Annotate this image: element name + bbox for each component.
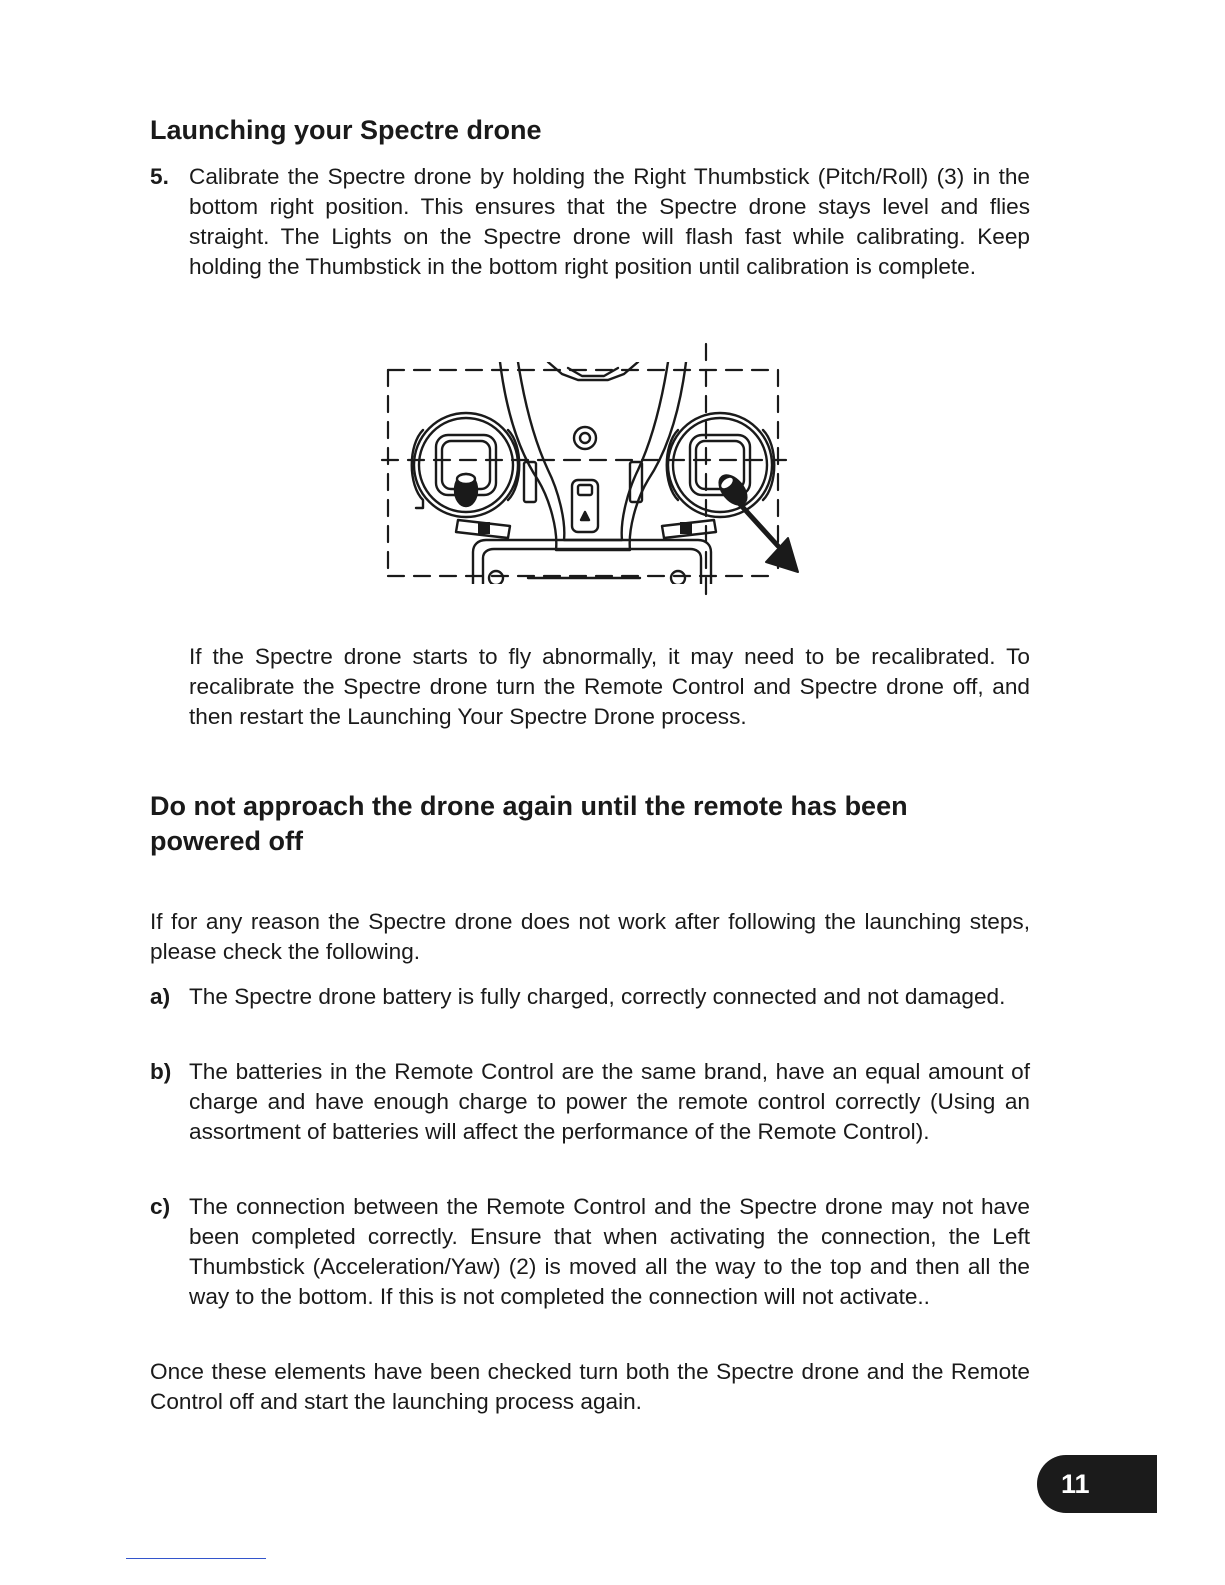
recalibrate-paragraph: If the Spectre drone starts to fly abnormally, it may need to be recalibrated. To recalibrate the Spectre drone turn the Remote Control and Spectre drone off, and then restart the Launching Your Spectre Drone process. (189, 644, 1030, 729)
center-dial-icon (574, 427, 596, 449)
step-5 (150, 162, 1030, 282)
troubleshoot-intro: If for any reason the Spectre drone does not work after following the launching steps, please check the following. (150, 909, 1030, 964)
check-marker-b: b) (150, 1059, 172, 1084)
section-heading-launching: Launching your Spectre drone (150, 115, 542, 145)
bottom-right-arrow-icon (738, 502, 798, 572)
center-switch-icon (572, 480, 598, 532)
check-marker-a: a) (150, 984, 171, 1009)
check-item-c (150, 1192, 1030, 1312)
left-thumbstick-icon (412, 413, 520, 517)
right-trim-slider-icon (662, 520, 716, 538)
check-text-c: The connection between the Remote Control and the Spectre drone may not have been completed correctly. Ensure that when activating the connection, the Left Thumbstick (Acceleration/Yaw) (2) is moved all the way to the top and then all the way to the bottom. If this is not completed the connection will not activate.. (189, 1194, 1030, 1309)
check-text-a: The Spectre drone battery is fully charged, correctly connected and not damaged. (189, 984, 1006, 1009)
closing-paragraph: Once these elements have been checked turn both the Spectre drone and the Remote Control off and start the launching process again. (150, 1359, 1030, 1414)
step-5-text: Calibrate the Spectre drone by holding the Right Thumbstick (Pitch/Roll) (3) in the bottom right position. This ensures that the Spectre drone stays level and flies straight. The Lights on the Spectre drone will flash fast while calibrating. Keep holding the Thumbstick in the bottom right position until calibration is complete. (189, 164, 1030, 279)
right-thumbstick-icon (667, 413, 775, 517)
remote-control-calibration-illustration (378, 340, 808, 598)
section-heading-warning: Do not approach the drone again until the remote has been powered off (150, 791, 908, 856)
check-marker-c: c) (150, 1194, 171, 1219)
step-marker: 5. (150, 164, 169, 189)
check-text-b: The batteries in the Remote Control are the same brand, have an equal amount of charge and have enough charge to power the remote control correctly (Using an assortment of batteries will affect the performance of the Remote Control). (189, 1059, 1030, 1144)
footer-link-line (126, 1558, 266, 1559)
check-item-a (150, 982, 1030, 1012)
remote-body-outline (500, 362, 686, 550)
page-number-tab: 11 (1037, 1455, 1157, 1513)
check-item-b (150, 1057, 1030, 1147)
left-trim-slider-icon (456, 520, 510, 538)
